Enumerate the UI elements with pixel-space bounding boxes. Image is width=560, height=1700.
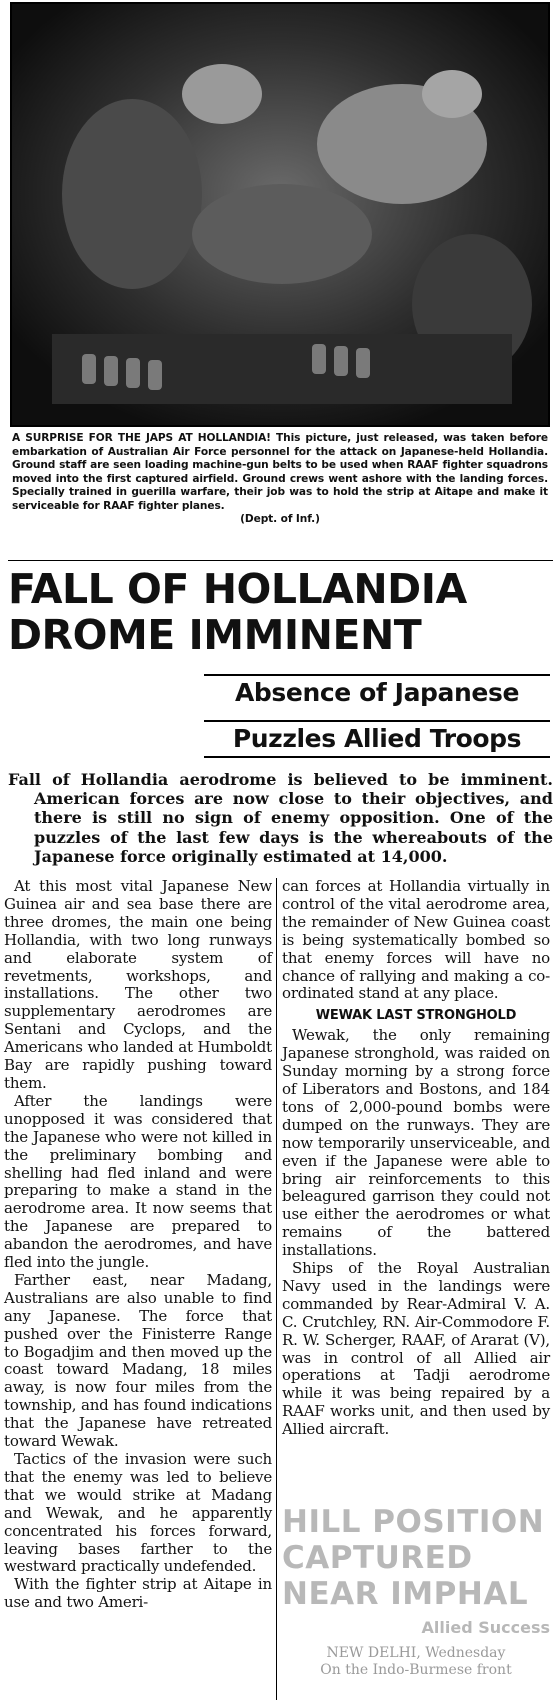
left-column: [4, 878, 272, 1612]
second-story: [282, 1504, 550, 1679]
left-paragraph: At this most vital Japanese New Guinea air and sea base there are three dromes, the main one being Hollandia, with two long runways and elaborate system of revetments, workshops, and installations. The other two supplementary aerodromes are Sentani and Cyclops, and the Americans who landed at Humboldt Bay are rapidly pushing toward them.: [4, 877, 272, 1092]
second-headline-line-2: CAPTURED: [282, 1540, 473, 1576]
second-first-line: On the Indo-Burmese front: [320, 1662, 512, 1678]
subhead-line-1: Absence of Japanese: [204, 674, 550, 710]
right-paragraph: Wewak, the only remaining Japanese stronghold, was raided on Sunday morning by a strong force of Liberators and Bostons, and 184 tons of 2,000-pound bombs were dumped on the runways. They are now temporarily unserviceable, and even if the Japanese were able to bring air reinforcements to this beleagured garrison they could not use either the aerodromes or what remains of the battered installations.: [282, 1026, 550, 1260]
right-continuation: can forces at Hollandia virtually in control of the vital aerodrome area, the remainder of New Guinea coast is being systematically bombed so that enemy forces will have no chance of rallying and making a co-ordinated stand at any place.: [282, 877, 550, 1003]
right-paragraph: Ships of the Royal Australian Navy used in the landings were commanded by Rear-Admiral V. A. C. Crutchley, RN. Air-Commodore F. R. W. Scherger, RAAF, of Ararat (V), was in control of all Allied air operations at Tadji aerodrome while it was being repaired by a RAAF works unit, and then used by Allied aircraft.: [282, 1259, 550, 1439]
main-headline: [8, 566, 553, 658]
headline-line-2: DROME IMMINENT: [8, 611, 422, 659]
photo-icon: [12, 4, 548, 425]
second-headline-line-3: NEAR IMPHAL: [282, 1576, 529, 1612]
caption-credit: (Dept. of Inf.): [240, 513, 320, 525]
left-paragraph: After the landings were unopposed it was considered that the Japanese who were not killed in the preliminary bombing and shelling had fled inland and were preparing to make a stand in the aerodrome area. It now seems that the Japanese are prepared to abandon the aerodromes, and have fled into the jungle.: [4, 1091, 272, 1272]
summary-text: Fall of Hollandia aerodrome is believed to be imminent. American forces are now close to their objectives, and there is still no sign of enemy opposition. One of the puzzles of the last few days is the whereabouts of the Japanese force originally estimated at 14,000.: [8, 770, 553, 866]
column-divider: [276, 878, 277, 1700]
second-dateline: NEW DELHI, Wednesday: [326, 1645, 506, 1661]
subhead-line-2: Puzzles Allied Troops: [204, 720, 550, 758]
section-heading: WEWAK LAST STRONGHOLD: [315, 1008, 517, 1024]
second-headline-line-1: HILL POSITION: [282, 1504, 545, 1540]
caption-body: This picture, just released, was taken before embarkation of Australian Air Force personnel for the attack on Japanese-held Hollandia. Ground staff are seen loading machine-gun belts to be used when RAAF fighter squadrons moved into the first captured airfield. Ground crews went ashore with the landing forces. Specially trained in guerilla warfare, their job was to hold the strip at Aitape and make it serviceable for RAAF fighter planes.: [12, 432, 548, 512]
caption-lead: A SURPRISE FOR THE JAPS AT HOLLANDIA!: [12, 432, 271, 444]
news-photo: [10, 2, 550, 427]
left-paragraph: Tactics of the invasion were such that the enemy was led to believe that we would strike at Madang and Wewak, and he apparently concentrated his forces forward, leaving bases farther to the westward practically undefended.: [4, 1450, 272, 1576]
section-divider: [8, 560, 553, 561]
right-column: [282, 878, 550, 1439]
headline-line-1: FALL OF HOLLANDIA: [8, 565, 467, 613]
left-paragraph: Farther east, near Madang, Australians are also unable to find any Japanese. The force that pushed over the Finisterre Range to Bogadjim and then moved up the coast toward Madang, 18 miles away, is now four miles from the township, and has found indications that the Japanese have retreated toward Wewak.: [4, 1270, 272, 1451]
left-paragraph: With the fighter strip at Aitape in use and two Ameri-: [4, 1575, 272, 1612]
photo-caption: [12, 432, 548, 527]
second-subhead: Allied Success: [421, 1618, 550, 1637]
story-summary: [8, 770, 553, 866]
